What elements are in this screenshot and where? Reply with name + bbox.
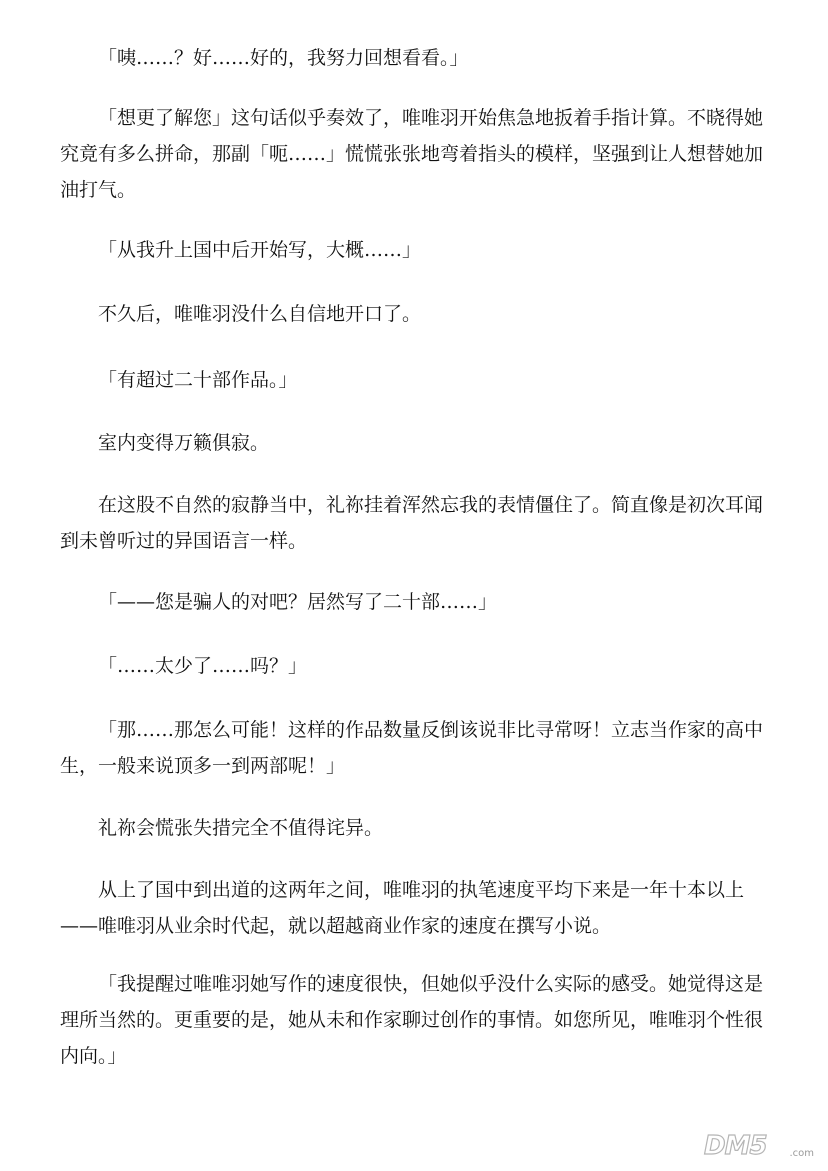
paragraph-3: 「从我升上国中后开始写，大概……」 (98, 239, 422, 261)
paragraph-5: 「有超过二十部作品。」 (98, 369, 298, 391)
paragraph-12: 从上了国中到出道的这两年之间，唯唯羽的执笔速度平均下来是一年十本以上——唯唯羽从业余时代起，就以超越商业作家的速度在撰写小说。 (60, 879, 745, 937)
paragraph-2: 「想更了解您」这句话似乎奏效了，唯唯羽开始焦急地扳着手指计算。不晓得她究竟有多么拼命，那副「呃……」慌慌张张地弯着指头的模样，坚强到让人想替她加油打气。 (60, 107, 764, 201)
paragraph-6: 室内变得万籁俱寂。 (98, 432, 270, 454)
watermark-domain-text: .com (789, 1148, 814, 1159)
paragraph-7: 在这股不自然的寂静当中，礼祢挂着浑然忘我的表情僵住了。简直像是初次耳闻到未曾听过的异国语言一样。 (60, 494, 764, 552)
paragraph-1: 「咦……？好……好的，我努力回想看看。」 (98, 47, 469, 69)
dm5-watermark-logo (704, 1129, 814, 1163)
paragraph-10: 「那……那怎么可能！这样的作品数量反倒该说非比寻常呀！立志当作家的高中生，一般来说顶多一到两部呢！」 (60, 719, 764, 777)
paragraph-8: 「——您是骗人的对吧？居然写了二十部……」 (98, 591, 498, 613)
paragraph-9: 「……太少了……吗？」 (98, 655, 308, 677)
paragraph-4: 不久后，唯唯羽没什么自信地开口了。 (98, 303, 422, 325)
paragraph-13: 「我提醒过唯唯羽她写作的速度很快，但她似乎没什么实际的感受。她觉得这是理所当然的。更重要的是，她从未和作家聊过创作的事情。如您所见，唯唯羽个性很内向。」 (60, 973, 764, 1067)
watermark-logo-text: DM5 (704, 1131, 767, 1161)
paragraph-11: 礼祢会慌张失措完全不值得诧异。 (98, 817, 384, 839)
